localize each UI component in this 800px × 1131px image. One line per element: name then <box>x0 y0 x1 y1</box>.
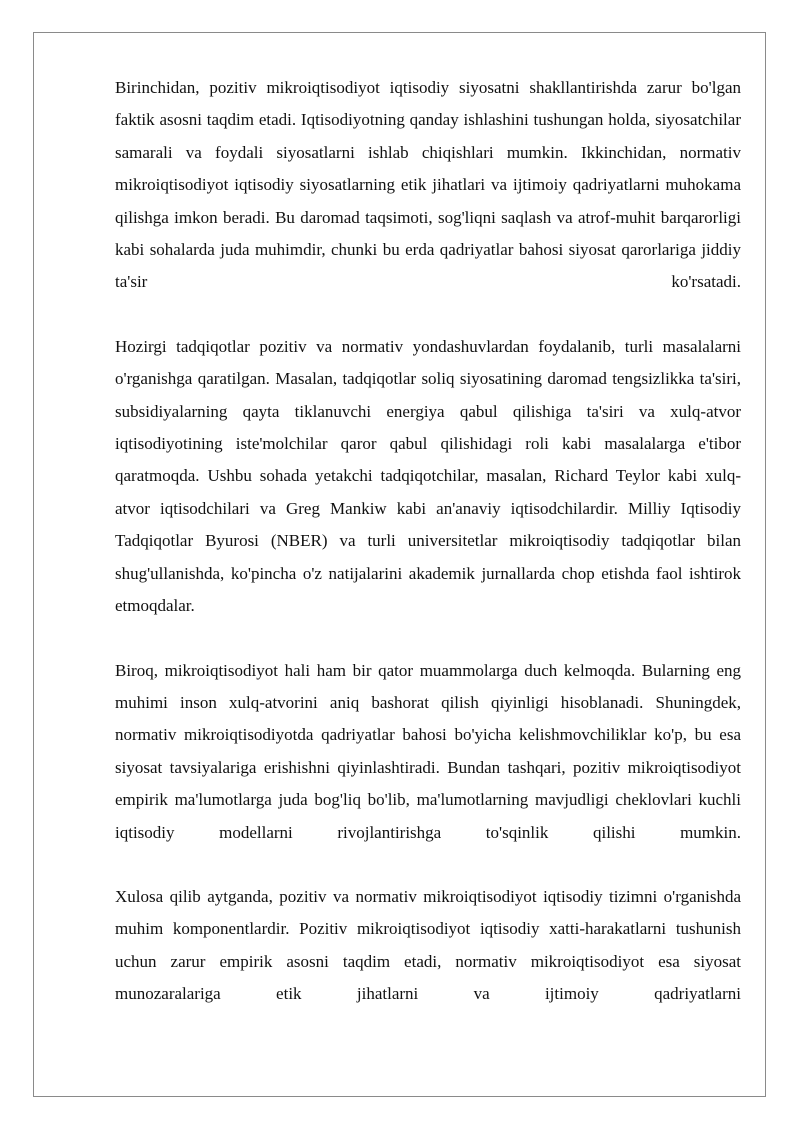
paragraph-3: Biroq, mikroiqtisodiyot hali ham bir qator muammolarga duch kelmoqda. Bularning eng muhimi inson xulq-atvorini aniq bashorat qilish qiyinligi hisoblanadi. Shuningdek, normativ mikroiqtisodiyotda qadriyatlar bahosi bo'yicha kelishmovchiliklar ko'p, bu esa siyosat tavsiyalariga erishishni qiyinlashtiradi. Bundan tashqari, pozitiv mikroiqtisodiyot empirik ma'lumotlarga juda bog'liq bo'lib, ma'lumotlarning mavjudligi cheklovlari kuchli iqtisodiy modellarni rivojlantirishga to'sqinlik qilishi mumkin. <box>115 660 741 842</box>
paragraph-1: Birinchidan, pozitiv mikroiqtisodiyot iqtisodiy siyosatni shakllantirishda zarur bo'lgan faktik asosni taqdim etadi. Iqtisodiyotning qanday ishlashini tushungan holda, siyosatchilar samarali va foydali siyosatlarni ishlab chiqishlari mumkin. Ikkinchidan, normativ mikroiqtisodiyot iqtisodiy siyosatlarning etik jihatlari va ijtimoiy qadriyatlarni muhokama qilishga imkon beradi. Bu daromad taqsimoti, sog'liqni saqlash va atrof-muhit barqarorligi kabi sohalarda juda muhimdir, chunki bu erda qadriyatlar bahosi siyosat qarorlariga jiddiy ta'sir ko'rsatadi. <box>115 78 741 292</box>
document-body <box>115 72 741 1011</box>
paragraph-2: Hozirgi tadqiqotlar pozitiv va normativ yondashuvlardan foydalanib, turli masalalarni o'rganishga qaratilgan. Masalan, tadqiqotlar soliq siyosatining daromad tengsizlikka ta'siri, subsidiyalarning qayta tiklanuvchi energiya qabul qilishiga ta'siri va xulq-atvor iqtisodiyotining iste'molchilar qaror qabul qilishidagi roli kabi masalalarga e'tibor qaratmoqda. Ushbu sohada yetakchi tadqiqotchilar, masalan, Richard Teylor kabi xulq-atvor iqtisodchilari va Greg Mankiw kabi an'anaviy iqtisodchilardir. Milliy Iqtisodiy Tadqiqotlar Byurosi (NBER) va turli universitetlar mikroiqtisodiy tadqiqotlar bilan shug'ullanishda, ko'pincha o'z natijalarini akademik jurnallarda chop etishda faol ishtirok etmoqdalar. <box>115 336 741 616</box>
paragraph-4: Xulosa qilib aytganda, pozitiv va normativ mikroiqtisodiyot iqtisodiy tizimni o'rganishda muhim komponentlardir. Pozitiv mikroiqtisodiyot iqtisodiy xatti-harakatlarni tushunish uchun zarur empirik asosni taqdim etadi, normativ mikroiqtisodiyot esa siyosat munozaralariga etik jihatlarni va ijtimoiy qadriyatlarni <box>115 886 741 1004</box>
